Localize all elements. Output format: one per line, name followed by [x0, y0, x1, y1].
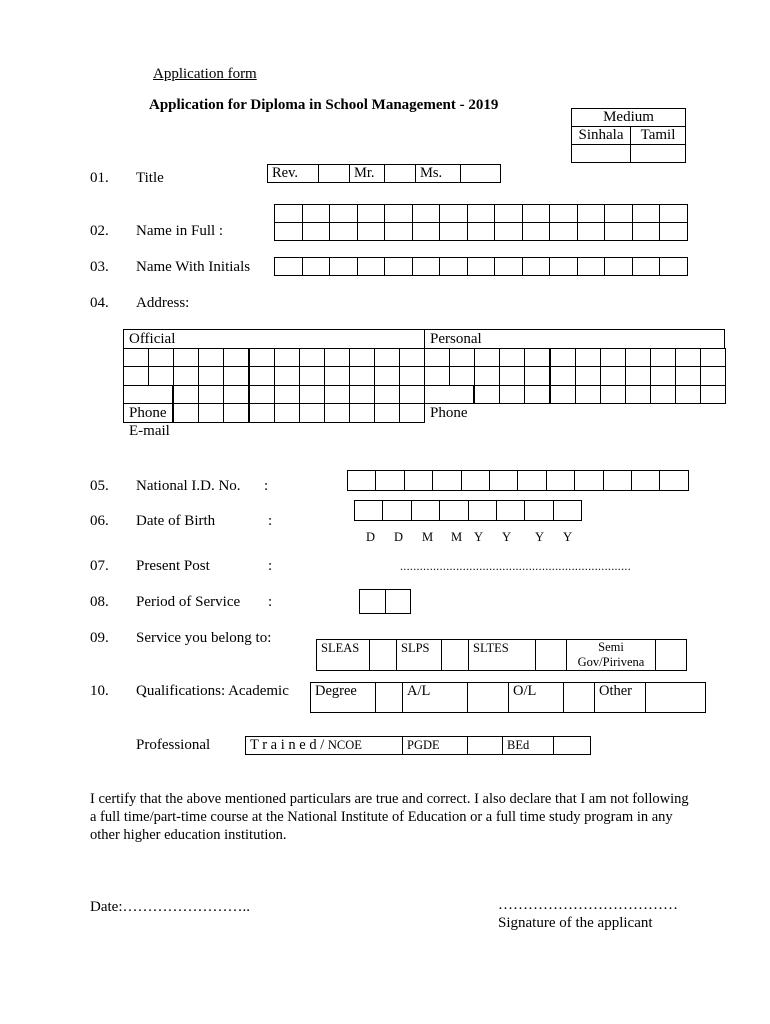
address-box[interactable]	[374, 348, 400, 368]
medium-sinhala-box[interactable]	[572, 145, 631, 163]
address-box[interactable]	[223, 403, 249, 423]
char-box[interactable]	[522, 257, 551, 276]
address-box[interactable]	[524, 348, 550, 368]
char-box[interactable]	[302, 222, 331, 241]
professional-trained	[246, 737, 403, 755]
signature-line[interactable]: ………………………………	[498, 897, 678, 913]
address-box[interactable]	[249, 348, 275, 368]
address-box[interactable]	[349, 348, 375, 368]
address-box[interactable]	[198, 366, 224, 386]
char-box[interactable]	[384, 222, 413, 241]
address-box[interactable]	[625, 348, 651, 368]
address-box[interactable]	[700, 348, 726, 368]
char-box[interactable]	[659, 222, 688, 241]
address-box[interactable]	[550, 366, 576, 386]
address-box[interactable]	[274, 348, 300, 368]
service-sleas-box[interactable]	[370, 640, 397, 671]
char-box[interactable]	[577, 222, 606, 241]
char-box[interactable]	[467, 257, 496, 276]
address-box[interactable]	[374, 403, 400, 423]
address-box[interactable]	[700, 385, 726, 405]
service-slps-box[interactable]	[442, 640, 469, 671]
char-box[interactable]	[274, 257, 303, 276]
address-box[interactable]	[499, 385, 525, 405]
address-box[interactable]	[274, 403, 300, 423]
address-box[interactable]	[324, 403, 350, 423]
service-sleas: SLEAS	[317, 640, 370, 671]
char-box[interactable]	[432, 470, 461, 491]
address-box[interactable]	[324, 366, 350, 386]
char-box[interactable]	[524, 500, 553, 521]
address-box[interactable]	[349, 403, 375, 423]
academic-other-box[interactable]	[646, 683, 706, 713]
professional-bed-box[interactable]	[554, 737, 591, 755]
char-box[interactable]	[549, 257, 578, 276]
address-box[interactable]	[299, 366, 325, 386]
address-box[interactable]	[399, 348, 425, 368]
address-box[interactable]	[299, 348, 325, 368]
item-number: 05.	[90, 478, 109, 494]
period-box[interactable]	[385, 589, 411, 614]
certification-text: I certify that the above mentioned particulars are true and correct. I also declare that I am not following a full time/part-time course at the National Institute of Education or a full time study program in any other higher education institution.	[90, 791, 689, 843]
address-box[interactable]	[675, 348, 701, 368]
char-box[interactable]	[549, 204, 578, 223]
title-ms-box[interactable]	[461, 165, 501, 183]
char-box[interactable]	[329, 257, 358, 276]
medium-heading: Medium	[572, 109, 686, 127]
title-label: Title	[136, 170, 164, 186]
address-label: Address:	[136, 295, 190, 311]
char-box[interactable]	[632, 222, 661, 241]
address-box[interactable]	[173, 403, 199, 423]
item-number: 07.	[90, 558, 109, 574]
address-box[interactable]	[650, 385, 676, 405]
char-box[interactable]	[522, 222, 551, 241]
char-box[interactable]	[659, 470, 688, 491]
char-box[interactable]	[632, 204, 661, 223]
char-box[interactable]	[375, 470, 404, 491]
char-box[interactable]	[439, 222, 468, 241]
address-box[interactable]	[123, 348, 149, 368]
address-box[interactable]	[675, 385, 701, 405]
professional-bed: BEd	[503, 737, 554, 755]
address-box[interactable]	[424, 366, 450, 386]
char-box[interactable]	[546, 470, 575, 491]
title-ms: Ms.	[416, 165, 461, 183]
char-box[interactable]	[604, 257, 633, 276]
address-box[interactable]	[424, 348, 450, 368]
title-mr-box[interactable]	[385, 165, 416, 183]
char-box[interactable]	[659, 257, 688, 276]
address-box[interactable]	[600, 348, 626, 368]
professional-ncoe-text: NCOE	[327, 738, 362, 752]
medium-table	[571, 108, 686, 163]
form-label: Application form	[153, 66, 257, 82]
char-box[interactable]	[632, 257, 661, 276]
item-number: 06.	[90, 513, 109, 529]
address-box[interactable]	[148, 348, 174, 368]
address-personal-phone-label: Phone	[430, 405, 468, 421]
char-box[interactable]	[357, 222, 386, 241]
char-box[interactable]	[412, 257, 441, 276]
qualifications-label: Qualifications: Academic	[136, 683, 289, 699]
char-box[interactable]	[496, 500, 525, 521]
title-rev: Rev.	[268, 165, 319, 183]
char-box[interactable]	[604, 222, 633, 241]
char-box[interactable]	[274, 222, 303, 241]
service-semi: Semi Gov/Pirivena	[567, 640, 656, 671]
char-box[interactable]	[577, 204, 606, 223]
address-box[interactable]	[650, 366, 676, 386]
char-box[interactable]	[412, 222, 441, 241]
char-box[interactable]	[404, 470, 433, 491]
name-full-label: Name in Full :	[136, 223, 224, 239]
address-box[interactable]	[700, 366, 726, 386]
address-email-label: E-mail	[129, 423, 170, 439]
address-box[interactable]	[675, 366, 701, 386]
address-box[interactable]	[399, 385, 425, 405]
char-box[interactable]	[494, 257, 523, 276]
char-box[interactable]	[329, 204, 358, 223]
char-box[interactable]	[439, 500, 468, 521]
period-colon: :	[268, 594, 273, 610]
academic-degree-box[interactable]	[376, 683, 403, 713]
service-options	[316, 639, 687, 671]
nic-colon: :	[264, 478, 269, 494]
service-label: Service you belong to:	[136, 630, 272, 646]
address-box[interactable]	[198, 385, 224, 405]
char-box[interactable]	[494, 222, 523, 241]
address-box[interactable]	[274, 385, 300, 405]
address-box[interactable]	[173, 385, 199, 405]
char-box[interactable]	[467, 204, 496, 223]
char-box[interactable]	[384, 204, 413, 223]
address-box[interactable]	[550, 348, 576, 368]
item-number: 04.	[90, 295, 109, 311]
char-box[interactable]	[302, 204, 331, 223]
char-box[interactable]	[329, 222, 358, 241]
address-box[interactable]	[424, 385, 474, 405]
char-box[interactable]	[412, 204, 441, 223]
present-post-label: Present Post	[136, 558, 210, 574]
professional-label: Professional	[136, 737, 211, 753]
page-title: Application for Diploma in School Management - 2019	[149, 97, 499, 113]
char-box[interactable]	[347, 470, 376, 491]
address-box[interactable]	[399, 366, 425, 386]
service-sltes-box[interactable]	[536, 640, 567, 671]
char-box[interactable]	[659, 204, 688, 223]
char-box[interactable]	[522, 204, 551, 223]
medium-sinhala: Sinhala	[572, 127, 631, 145]
professional-options	[245, 736, 591, 755]
dob-format-letter: Y	[502, 530, 512, 544]
name-initials-label: Name With Initials	[136, 259, 251, 275]
dob-colon: :	[268, 513, 273, 529]
address-box[interactable]	[223, 366, 249, 386]
char-box[interactable]	[489, 470, 518, 491]
address-box[interactable]	[575, 385, 601, 405]
dob-format-letter: M	[451, 530, 463, 544]
address-box[interactable]	[123, 366, 149, 386]
professional-pgde: PGDE	[403, 737, 468, 755]
academic-options	[310, 682, 706, 713]
address-box[interactable]	[198, 348, 224, 368]
service-slps: SLPS	[397, 640, 442, 671]
address-box[interactable]	[374, 385, 400, 405]
char-box[interactable]	[603, 470, 632, 491]
address-official-label: Official	[129, 331, 176, 347]
address-box[interactable]	[499, 348, 525, 368]
item-number: 09.	[90, 630, 109, 646]
address-box[interactable]	[249, 366, 275, 386]
academic-al: A/L	[403, 683, 468, 713]
address-box[interactable]	[249, 403, 275, 423]
signature-label: Signature of the applicant	[498, 915, 653, 931]
address-box[interactable]	[374, 366, 400, 386]
academic-other: Other	[595, 683, 646, 713]
title-rev-box[interactable]	[319, 165, 350, 183]
present-post-colon: :	[268, 558, 273, 574]
char-box[interactable]	[274, 204, 303, 223]
service-semi-box[interactable]	[656, 640, 687, 671]
address-box[interactable]	[474, 348, 500, 368]
dob-label: Date of Birth	[136, 513, 216, 529]
dob-format-letter: Y	[563, 530, 573, 544]
address-box[interactable]	[223, 385, 249, 405]
address-box[interactable]	[449, 366, 475, 386]
academic-degree: Degree	[311, 683, 376, 713]
address-box[interactable]	[474, 366, 500, 386]
period-label: Period of Service	[136, 594, 241, 610]
char-box[interactable]	[384, 257, 413, 276]
address-box[interactable]	[324, 348, 350, 368]
dob-format-letter: D	[394, 530, 404, 544]
char-box[interactable]	[354, 500, 383, 521]
item-number: 08.	[90, 594, 109, 610]
title-mr: Mr.	[350, 165, 385, 183]
address-box[interactable]	[223, 348, 249, 368]
address-box[interactable]	[299, 385, 325, 405]
char-box[interactable]	[411, 500, 440, 521]
char-box[interactable]	[494, 204, 523, 223]
academic-ol-box[interactable]	[564, 683, 595, 713]
professional-trained-text: T r a i n e d /	[250, 737, 325, 753]
char-box[interactable]	[357, 204, 386, 223]
academic-al-box[interactable]	[468, 683, 509, 713]
char-box[interactable]	[461, 470, 490, 491]
item-number: 01.	[90, 170, 109, 186]
address-box[interactable]	[399, 403, 425, 423]
address-box[interactable]	[148, 366, 174, 386]
char-box[interactable]	[631, 470, 660, 491]
address-box[interactable]	[550, 385, 576, 405]
item-number: 03.	[90, 259, 109, 275]
address-personal-label: Personal	[430, 331, 482, 347]
dob-format-letter: Y	[535, 530, 545, 544]
item-number: 10.	[90, 683, 109, 699]
char-box[interactable]	[439, 204, 468, 223]
address-box[interactable]	[449, 348, 475, 368]
address-box[interactable]	[499, 366, 525, 386]
char-box[interactable]	[574, 470, 603, 491]
address-box[interactable]	[625, 366, 651, 386]
address-box[interactable]	[524, 385, 550, 405]
char-box[interactable]	[577, 257, 606, 276]
char-box[interactable]	[549, 222, 578, 241]
medium-tamil-box[interactable]	[631, 145, 686, 163]
char-box[interactable]	[467, 222, 496, 241]
address-box[interactable]	[123, 385, 173, 405]
char-box[interactable]	[517, 470, 546, 491]
address-box[interactable]	[575, 348, 601, 368]
address-box[interactable]	[474, 385, 500, 405]
address-box[interactable]	[600, 385, 626, 405]
address-box[interactable]	[299, 403, 325, 423]
address-box[interactable]	[249, 385, 275, 405]
address-box[interactable]	[625, 385, 651, 405]
char-box[interactable]	[604, 204, 633, 223]
char-box[interactable]	[382, 500, 411, 521]
period-box[interactable]	[359, 589, 386, 614]
address-box[interactable]	[173, 348, 199, 368]
service-sltes: SLTES	[469, 640, 536, 671]
professional-pgde-box[interactable]	[468, 737, 503, 755]
present-post-input[interactable]: ......................................................................	[400, 559, 631, 573]
char-box[interactable]	[439, 257, 468, 276]
address-box[interactable]	[198, 403, 224, 423]
item-number: 02.	[90, 223, 109, 239]
address-box[interactable]	[349, 385, 375, 405]
dob-format-letter: Y	[474, 530, 484, 544]
address-official-phone-label: Phone	[129, 405, 167, 421]
dob-format-letter: M	[422, 530, 434, 544]
address-box[interactable]	[524, 366, 550, 386]
address-box[interactable]	[173, 366, 199, 386]
address-box[interactable]	[274, 366, 300, 386]
address-box[interactable]	[600, 366, 626, 386]
char-box[interactable]	[553, 500, 582, 521]
char-box[interactable]	[302, 257, 331, 276]
date-field[interactable]: Date:……………………..	[90, 899, 250, 915]
char-box[interactable]	[468, 500, 497, 521]
address-box[interactable]	[650, 348, 676, 368]
address-box[interactable]	[575, 366, 601, 386]
academic-ol: O/L	[509, 683, 564, 713]
dob-format-letter: D	[366, 530, 376, 544]
address-box[interactable]	[349, 366, 375, 386]
title-options	[267, 164, 501, 183]
nic-label: National I.D. No.	[136, 478, 241, 494]
address-box[interactable]	[324, 385, 350, 405]
char-box[interactable]	[357, 257, 386, 276]
medium-tamil: Tamil	[631, 127, 686, 145]
